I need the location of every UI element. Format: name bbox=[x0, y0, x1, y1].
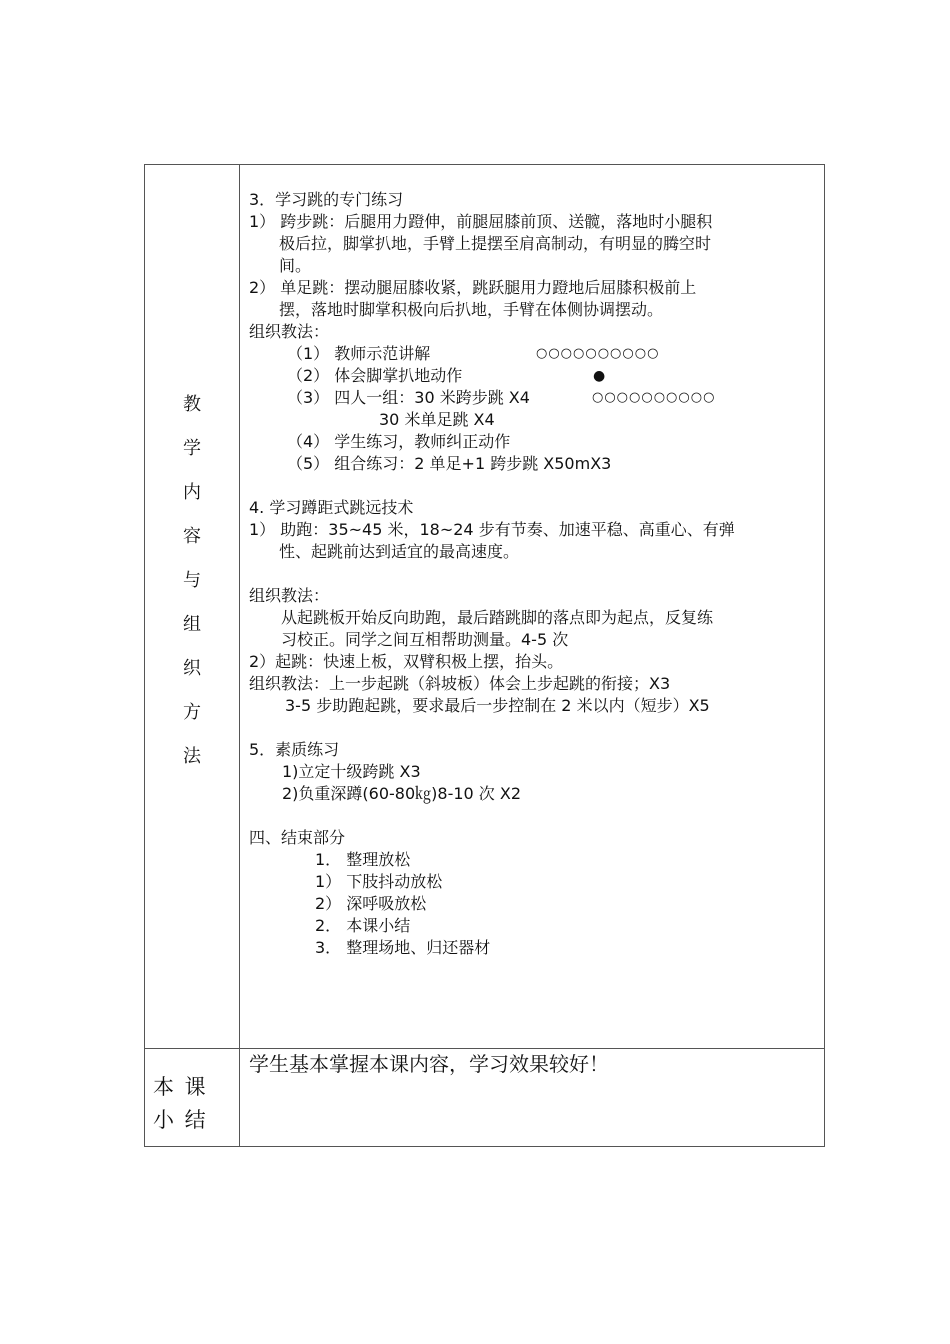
run-up-line2: 性、起跳前达到适宜的最高速度。 bbox=[279, 542, 520, 561]
fitness-item-2: 2)负重深蹲(60-80㎏)8-10 次 X2 bbox=[282, 784, 522, 803]
summary-label-line1: 本 课 bbox=[153, 1075, 208, 1099]
organization-method-3-line2: 3-5 步助跑起跳，要求最后一步控制在 2 米以内（短步）X5 bbox=[285, 696, 710, 715]
ending-section-title: 四、结束部分 bbox=[249, 828, 346, 847]
stride-jump-line1: 1） 跨步跳：后腿用力蹬伸，前腿屈膝前顶、送髋，落地时小腿积 bbox=[249, 212, 713, 231]
organization-method-heading-2: 组织教法： bbox=[249, 586, 330, 605]
label-char: 与 bbox=[183, 570, 201, 591]
label-char: 法 bbox=[183, 746, 201, 767]
method-item-2: （2） 体会脚掌扒地动作 bbox=[287, 366, 463, 385]
label-char: 教 bbox=[183, 394, 201, 415]
teacher-position-dot: ● bbox=[593, 368, 606, 384]
ending-item-3: 3． 整理场地、归还器材 bbox=[315, 938, 491, 957]
method-item-4: （4） 学生练习，教师纠正动作 bbox=[287, 432, 511, 451]
run-up-line1: 1） 助跑：35~45 米，18~24 步有节奏、加速平稳、高重心、有弹 bbox=[249, 520, 735, 539]
stride-jump-line2: 极后拉，脚掌扒地，手臂上提摆至肩高制动，有明显的腾空时 bbox=[279, 234, 712, 253]
label-char: 方 bbox=[183, 702, 201, 723]
method-item-5: （5） 组合练习：2 单足+1 跨步跳 X50mX3 bbox=[287, 454, 612, 473]
label-char: 组 bbox=[183, 614, 201, 635]
method-item-3-continued: 30 米单足跳 X4 bbox=[379, 410, 495, 429]
ending-item-1-2: 2） 深呼吸放松 bbox=[315, 894, 427, 913]
organization-method-heading: 组织教法： bbox=[249, 322, 330, 341]
organization-method-2-line2: 习校正。同学之间互相帮助测量。4-5 次 bbox=[281, 630, 569, 649]
section4-title: 4. 学习蹲距式跳远技术 bbox=[249, 498, 414, 517]
takeoff-line: 2）起跳：快速上板，双臂积极上摆，抬头。 bbox=[249, 652, 564, 671]
label-char: 容 bbox=[183, 526, 201, 547]
section5-title: 5．素质练习 bbox=[249, 740, 340, 759]
label-char: 织 bbox=[183, 658, 201, 679]
formation-circles-row2: ○○○○○○○○○○ bbox=[592, 390, 716, 405]
label-char: 内 bbox=[183, 482, 201, 503]
method-item-1: （1） 教师示范讲解 bbox=[287, 344, 431, 363]
lesson-table bbox=[144, 164, 825, 1147]
method-item-3: （3） 四人一组：30 米跨步跳 X4 bbox=[287, 388, 530, 407]
summary-label-line2: 小 结 bbox=[153, 1108, 208, 1132]
ending-item-1: 1． 整理放松 bbox=[315, 850, 411, 869]
stride-jump-line3: 间。 bbox=[279, 256, 312, 275]
ending-item-1-1: 1） 下肢抖动放松 bbox=[315, 872, 443, 891]
lesson-summary-label bbox=[153, 1071, 233, 1137]
lesson-summary-text: 学生基本掌握本课内容，学习效果较好！ bbox=[249, 1052, 609, 1076]
teaching-content-label bbox=[145, 383, 239, 779]
single-leg-jump-line2: 摆，落地时脚掌积极向后扒地，手臂在体侧协调摆动。 bbox=[279, 300, 664, 319]
label-char: 学 bbox=[183, 438, 201, 459]
single-leg-jump-line1: 2） 单足跳：摆动腿屈膝收紧，跳跃腿用力蹬地后屈膝积极前上 bbox=[249, 278, 697, 297]
fitness-item-1: 1)立定十级跨跳 X3 bbox=[282, 762, 421, 781]
column-divider bbox=[239, 165, 240, 1146]
ending-item-2: 2． 本课小结 bbox=[315, 916, 411, 935]
organization-method-2-line1: 从起跳板开始反向助跑，最后踏跳脚的落点即为起点，反复练 bbox=[281, 608, 714, 627]
formation-circles-row1: ○○○○○○○○○○ bbox=[536, 346, 660, 361]
section3-title: 3．学习跳的专门练习 bbox=[249, 190, 404, 209]
organization-method-3-line1: 组织教法：上一步起跳（斜坡板）体会上步起跳的衔接；X3 bbox=[249, 674, 671, 693]
